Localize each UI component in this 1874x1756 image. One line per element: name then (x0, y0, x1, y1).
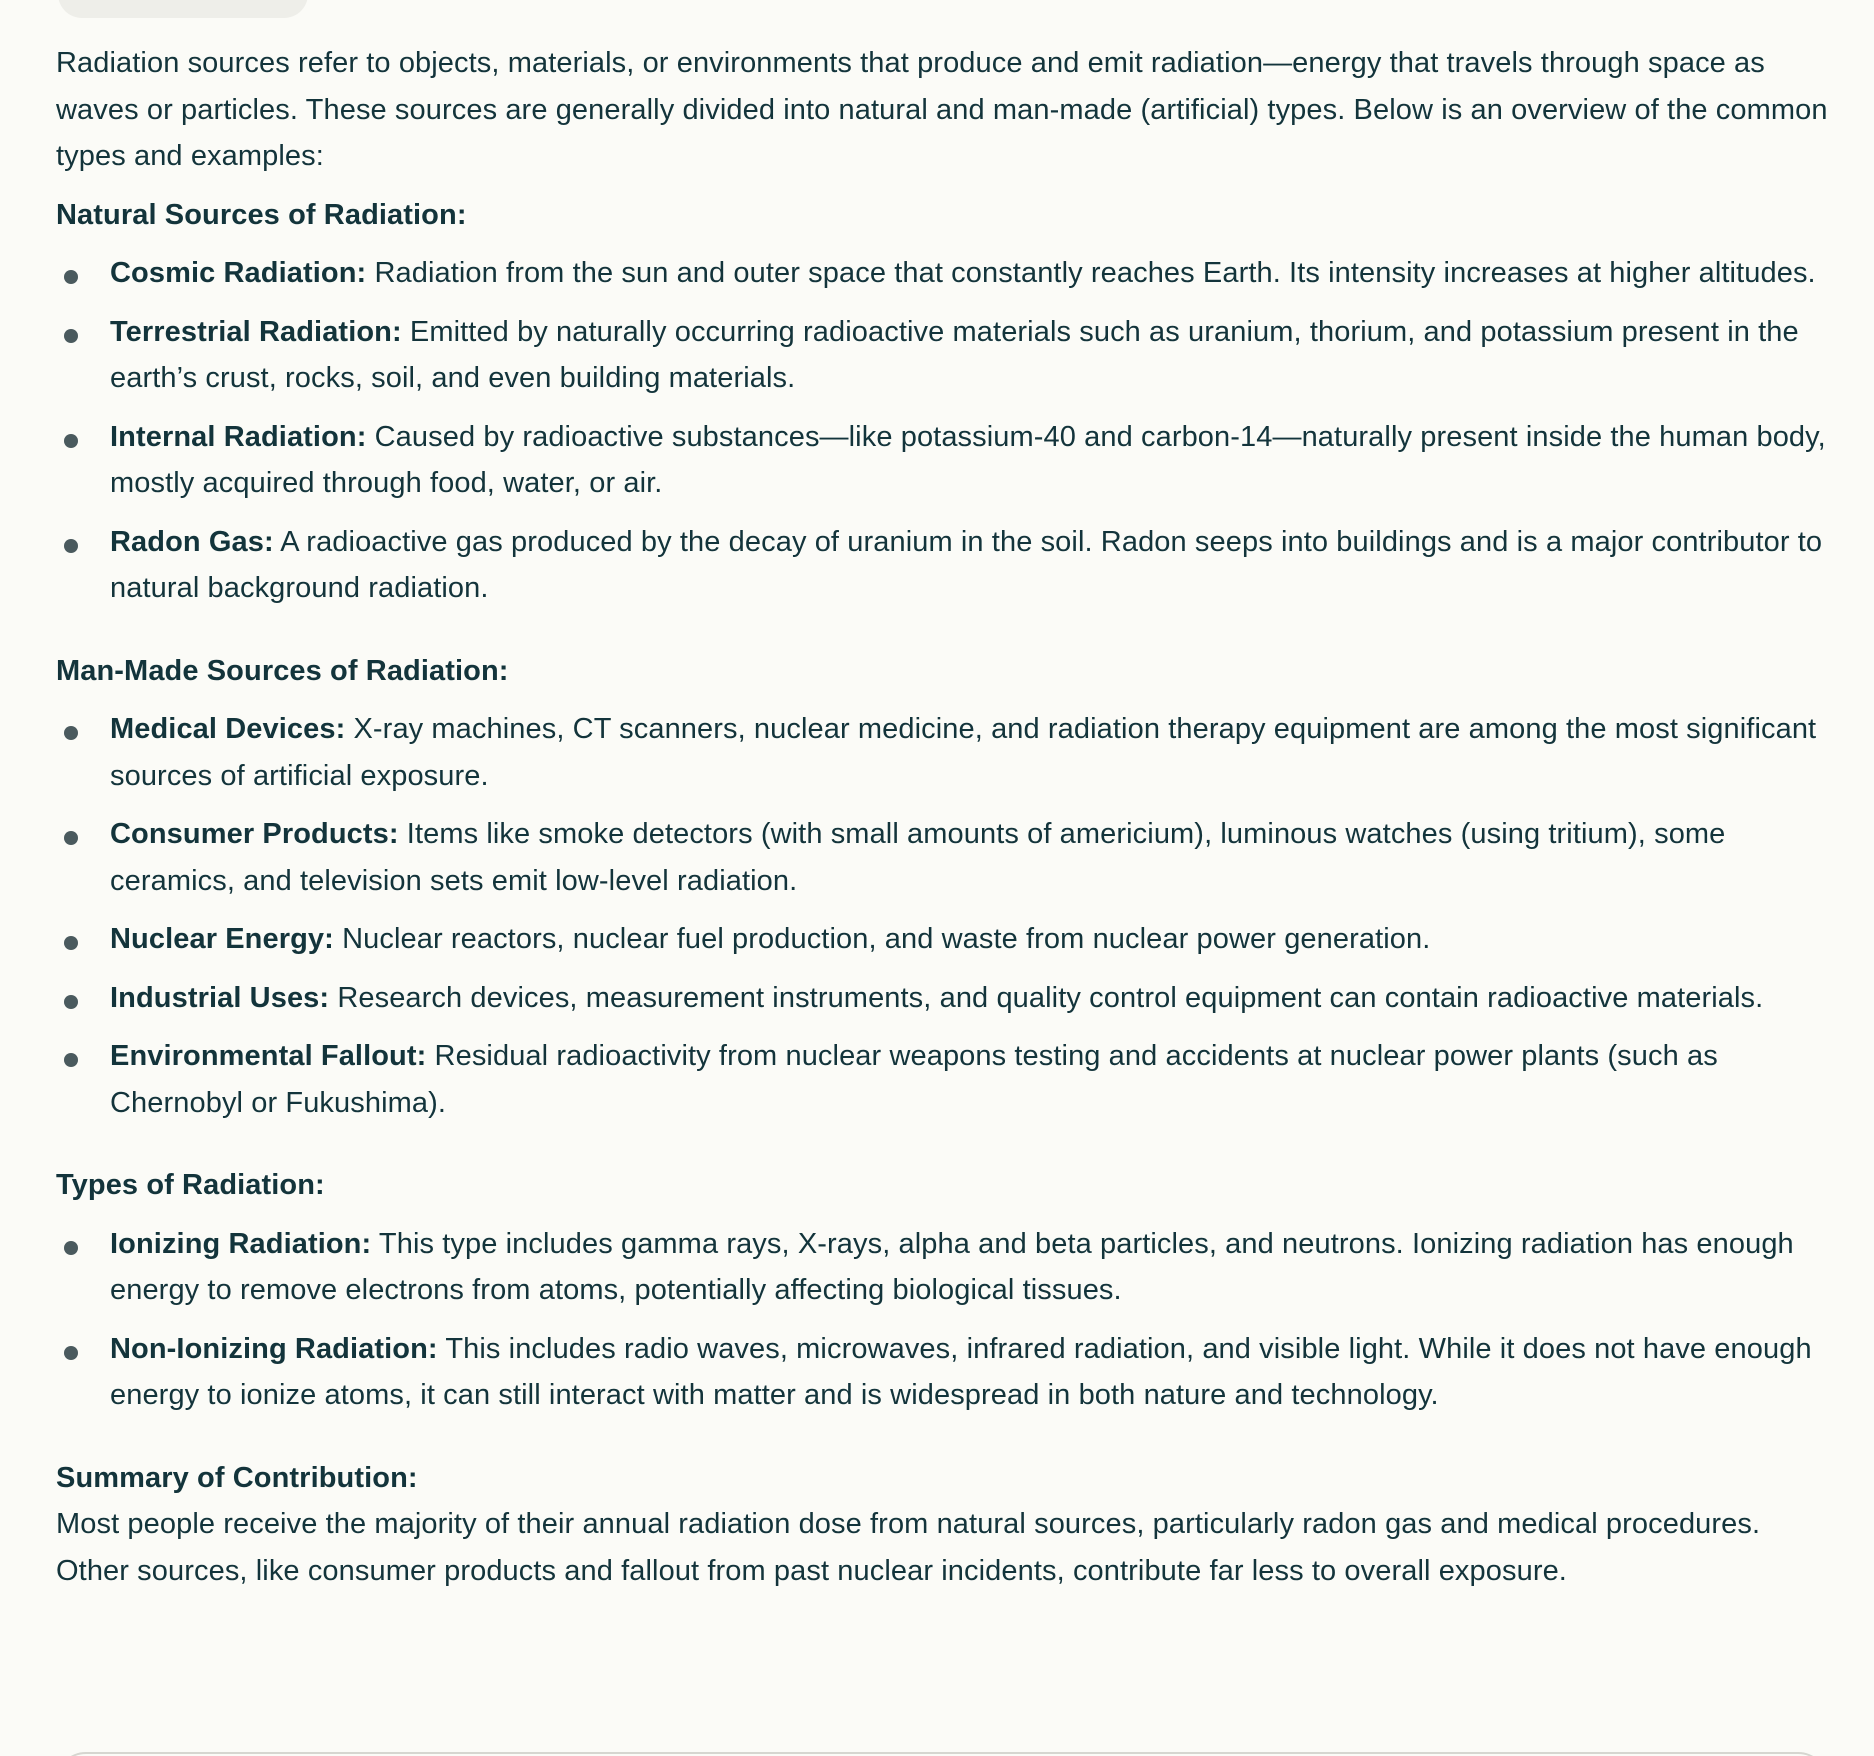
bullet-icon (64, 1241, 78, 1255)
list-item-text: Items like smoke detectors (with small amounts of americium), luminous watches (using tritium), some ceramics, and television sets emit low-level radiation. (110, 818, 1726, 897)
list-item-term: Non-Ionizing Radiation: (110, 1332, 438, 1365)
list-item-term: Internal Radiation: (110, 420, 367, 453)
list-item-term: Cosmic Radiation: (110, 257, 367, 289)
types-list (56, 1221, 1836, 1419)
summary-heading: Summary of Contribution: (56, 1461, 418, 1494)
list-item (56, 975, 1836, 1022)
list-item (56, 706, 1836, 799)
bullet-icon (64, 539, 78, 553)
list-item-text: Research devices, measurement instruments, and quality control equipment can contain radioactive materials. (329, 981, 1764, 1014)
list-item-text: Emitted by naturally occurring radioactive materials such as uranium, thorium, and potassium present in the earth’s crust, rocks, soil, and even building materials. (110, 315, 1799, 394)
list-item (56, 519, 1836, 612)
list-item (56, 1033, 1836, 1126)
list-item-text: This includes radio waves, microwaves, infrared radiation, and visible light. While it does not have enough energy to ionize atoms, it can still interact with matter and is widespread in both nature and technology. (110, 1332, 1812, 1411)
bullet-icon (64, 270, 78, 284)
list-item-text: This type includes gamma rays, X-rays, alpha and beta particles, and neutrons. Ionizing radiation has enough energy to remove electrons from atoms, potentially affecting biological tissues. (110, 1227, 1794, 1306)
list-item-text: Nuclear reactors, nuclear fuel production, and waste from nuclear power generation. (333, 923, 1431, 955)
manmade-sources-list (56, 706, 1836, 1126)
list-item-text: Caused by radioactive substances—like potassium-40 and carbon-14—naturally present inside the human body, mostly acquired through food, water, or air. (110, 420, 1826, 499)
natural-sources-list (56, 250, 1836, 612)
list-item (56, 414, 1836, 507)
manmade-sources-heading: Man-Made Sources of Radiation: (56, 654, 509, 687)
intro-paragraph: Radiation sources refer to objects, materials, or environments that produce and emit radiation—energy that travels through space as waves or particles. These sources are generally divided into natural and man-made (artificial) types. Below is an overview of the common types and examples: (56, 47, 1828, 172)
list-item-text: A radioactive gas produced by the decay of uranium in the soil. Radon seeps into buildings and is a major contributor to natural background radiation. (110, 525, 1823, 604)
list-item-term: Environmental Fallout: (110, 1040, 427, 1072)
list-item-text: Radiation from the sun and outer space that constantly reaches Earth. Its intensity increases at higher altitudes. (366, 257, 1816, 289)
natural-sources-heading: Natural Sources of Radiation: (56, 198, 467, 231)
bullet-icon (64, 329, 78, 343)
list-item (56, 1326, 1836, 1419)
list-item-term: Consumer Products: (110, 818, 399, 850)
bullet-icon (64, 995, 78, 1009)
answer-content (56, 40, 1836, 1594)
top-pill-button[interactable] (58, 0, 308, 18)
list-item-term: Radon Gas: (110, 525, 274, 558)
bullet-icon (64, 726, 78, 740)
bullet-icon (64, 1346, 78, 1360)
bullet-icon (64, 831, 78, 845)
bullet-icon (64, 434, 78, 448)
list-item (56, 1221, 1836, 1314)
list-item-term: Terrestrial Radiation: (110, 315, 402, 348)
list-item-term: Medical Devices: (110, 713, 346, 745)
list-item-term: Industrial Uses: (110, 981, 330, 1014)
bullet-icon (64, 936, 78, 950)
list-item-text: Residual radioactivity from nuclear weapons testing and accidents at nuclear power plants (such as Chernobyl or Fukushima). (110, 1040, 1718, 1119)
list-item-term: Nuclear Energy: (110, 923, 334, 955)
list-item (56, 811, 1836, 904)
bullet-icon (64, 1053, 78, 1067)
summary-paragraph: Most people receive the majority of their annual radiation dose from natural sources, particularly radon gas and medical procedures. Other sources, like consumer products and fallout from past nuclear incidents, contribute far less to overall exposure. (56, 1508, 1761, 1587)
list-item (56, 916, 1836, 963)
types-heading: Types of Radiation: (56, 1169, 325, 1201)
list-item (56, 250, 1836, 297)
list-item-term: Ionizing Radiation: (110, 1227, 372, 1260)
list-item (56, 309, 1836, 402)
follow-up-input[interactable] (56, 1752, 1828, 1756)
list-item-text: X-ray machines, CT scanners, nuclear medicine, and radiation therapy equipment are among the most significant sources of artificial exposure. (110, 713, 1817, 792)
